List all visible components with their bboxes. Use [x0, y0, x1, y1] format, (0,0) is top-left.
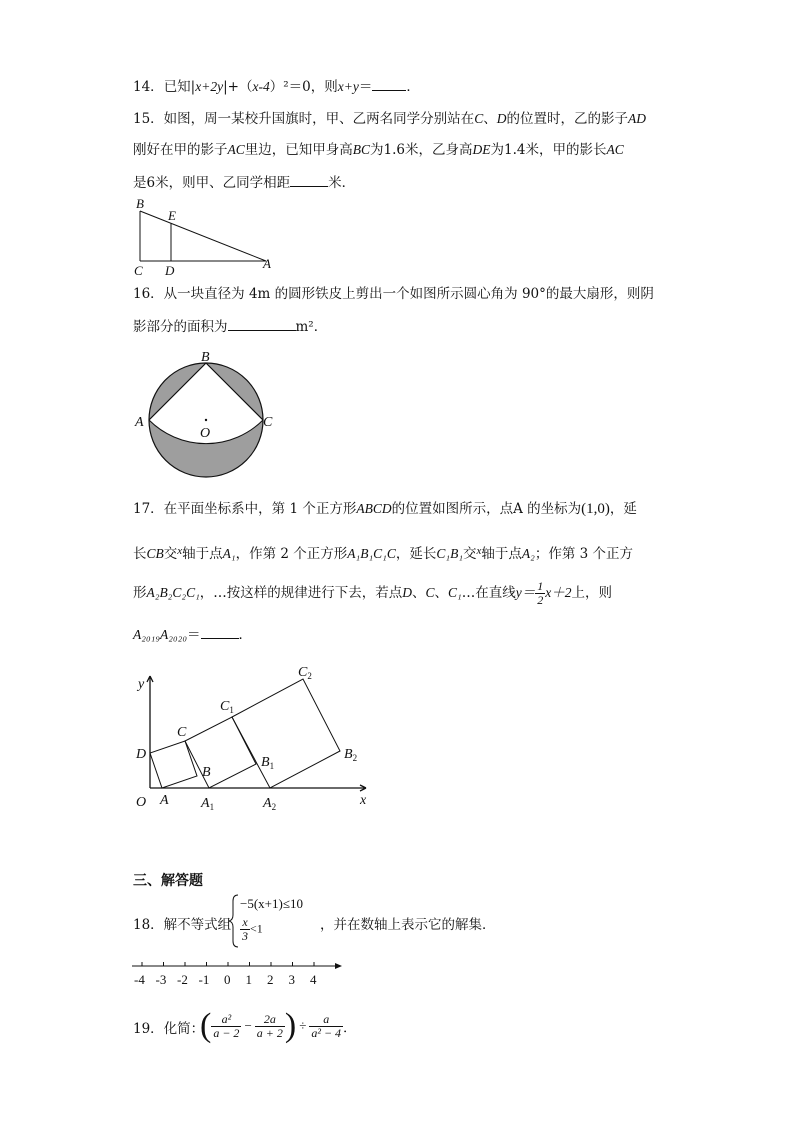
fraction-2: $\frac{2a}{a + 2}$	[256, 1011, 283, 1040]
label-a: A	[263, 256, 271, 271]
q14-number: 14．	[133, 79, 164, 95]
number-line-label: -1	[198, 972, 210, 987]
label-a1: $A_1$	[201, 796, 215, 812]
inequality-2: $\frac{x}{3}$ <1	[242, 915, 263, 943]
label-a: A	[160, 793, 169, 808]
coordinate-squares-figure	[128, 662, 388, 814]
question-19: 19．化简：	[133, 1021, 205, 1037]
number-line-label: -2	[177, 972, 188, 987]
question-17-line-2: 长CB交$^x$轴于点A₁，作第 2 个正方形A₁B₁C₁C，延长C₁B₁交$^x$轴于点A₂；作第 3 个正方	[133, 545, 634, 562]
label-a2: $A_2$	[263, 796, 277, 812]
question-18-label: 18．解不等式组	[133, 917, 232, 933]
label-b: B	[202, 765, 211, 780]
q19-expression: ( $\frac{\text{a²}}{a - 2}$ − $\frac{2a}{a + 2}$ ) ÷ $\frac{a}{\text{a² − 4}}$ ．	[200, 1007, 357, 1044]
number-line-arrow-icon	[335, 963, 342, 969]
question-18-tail: ，并在数轴上表示它的解集．	[320, 917, 496, 933]
label-c2: $C_2$	[298, 665, 312, 681]
fraction-one-half: $\frac{1}{2}$	[537, 579, 544, 607]
number-line	[128, 958, 348, 988]
answer-blank	[201, 624, 239, 639]
label-x: x	[360, 793, 367, 808]
number-line-label: 2	[267, 972, 274, 987]
segment-ba	[140, 211, 266, 261]
label-y: y	[138, 677, 145, 692]
label-e: E	[168, 208, 176, 223]
square-1	[150, 741, 197, 788]
system-brace-icon	[228, 893, 240, 949]
fraction-1: $\frac{\text{a²}}{a - 2}$	[213, 1011, 240, 1040]
label-b: B	[201, 350, 210, 365]
question-15-line-2: 刚好在甲的影子AC里边，已知甲身高BC为1.6米，乙身高DE为1.4米，甲的影长AC	[133, 142, 624, 158]
section-heading: 三、解答题	[133, 873, 203, 889]
label-d: D	[136, 747, 147, 762]
label-b1: $B_1$	[261, 755, 275, 771]
answer-blank	[228, 316, 296, 331]
label-b2: $B_2$	[344, 747, 358, 763]
label-o: O	[136, 795, 147, 810]
question-17-line-3: 形A₂B₂C₂C₁，…按这样的规律进行下去，若点D、C、C₁…在直线y＝ $\frac{1}{2}$ x＋2上，则	[133, 579, 612, 607]
number-line-label: 0	[224, 972, 231, 987]
label-c: C	[134, 263, 143, 278]
fraction-3: $\frac{a}{\text{a² − 4}}$	[311, 1011, 342, 1040]
answer-blank	[372, 76, 406, 91]
circle-sector-figure	[128, 344, 288, 484]
label-b: B	[136, 196, 144, 211]
question-14: 14．已知|x+2y|+（x-4）²＝0，则x+y＝ ．	[133, 76, 420, 96]
question-16-line-1: 16．从一块直径为 4m 的圆形铁皮上剪出一个如图所示圆心角为 90°的最大扇形，则阴	[133, 286, 654, 302]
number-line-label: 3	[288, 972, 295, 987]
label-c: C	[263, 415, 273, 430]
label-c1: $C_1$	[220, 699, 234, 715]
number-line-label: -4	[134, 972, 145, 987]
square-3	[232, 679, 340, 788]
question-17-line-4: A₂₀₁₉A₂₀₂₀＝ ．	[133, 624, 252, 644]
question-16-line-2: 影部分的面积为 m²．	[133, 316, 327, 336]
label-a: A	[135, 415, 144, 430]
shadow-triangle-figure	[128, 196, 288, 280]
label-c: C	[177, 725, 187, 740]
answer-blank	[290, 172, 328, 187]
right-paren: )	[284, 1007, 297, 1044]
question-17-line-1: 17．在平面坐标系中，第 1 个正方形ABCD的位置如图所示，点A 的坐标为(1,0)，延	[133, 501, 637, 517]
label-d: D	[165, 263, 175, 278]
number-line-label: -3	[155, 972, 167, 987]
center-point	[205, 419, 207, 421]
left-paren: (	[200, 1007, 212, 1044]
number-line-label: 4	[310, 972, 317, 987]
label-o: O	[200, 426, 211, 441]
question-15-line-3: 是6米，则甲、乙同学相距 米．	[133, 172, 355, 192]
question-15-line-1: 15．如图，周一某校升国旗时，甲、乙两名同学分别站在C、D的位置时，乙的影子AD	[133, 111, 646, 127]
inequality-1: −5(x+1)≤10	[240, 896, 303, 911]
number-line-label: 1	[245, 972, 252, 987]
square-2	[185, 717, 256, 788]
